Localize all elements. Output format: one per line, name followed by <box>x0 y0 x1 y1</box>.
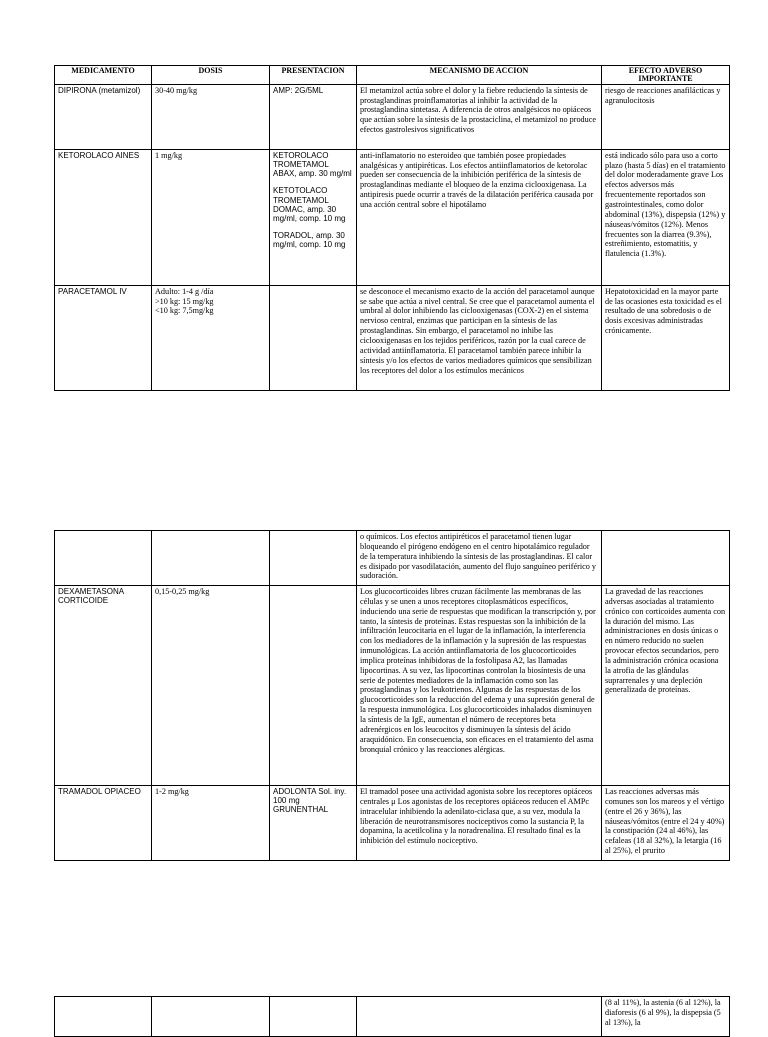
table-row <box>55 531 730 586</box>
mechanism-cell: El metamizol actúa sobre el dolor y la fiebre reduciendo la síntesis de prostaglandinas proinflamatorias al inhibir la actividad de la prostaglandina sintetasa. A diferencia de otros analgésicos no opiáceos que actúan sobre la síntesis de la prostaciclina, el metamizol no produce efectos gastrolesivos significativos <box>357 84 602 149</box>
drug-name-cell <box>55 997 152 1037</box>
presentation-item: TORADOL, amp. 30 mg/ml, comp. 10 mg <box>273 231 346 250</box>
dose-line: Adulto: 1-4 g /día <box>155 286 214 296</box>
dose-cell <box>152 997 270 1037</box>
adverse-effect-cell <box>602 531 730 586</box>
adverse-effect-cell: está indicado sólo para uso a corto plazo (hasta 5 días) en el tratamiento del dolor moderadamente grave Los efectos adversos más frecuentemente reportados son gastrointestinales, como dolor abdominal (13%), dispepsia (12%) y náuseas/vómitos (12%). Menos frecuentes son la diarrea (9.3%), estreñimiento, estomatitis, y flatulencia (1.3%). <box>602 149 730 285</box>
adverse-effect-cell: riesgo de reacciones anafilácticas y agranulocitosis <box>602 84 730 149</box>
dose-cell <box>152 285 270 390</box>
mechanism-cell <box>357 997 602 1037</box>
medication-table-1 <box>54 65 730 391</box>
presentation-cell <box>270 149 357 285</box>
presentation-cell <box>270 531 357 586</box>
header-mecanismo: MECANISMO DE ACCION <box>357 66 602 85</box>
drug-name-cell: DIPIRONA (metamizol) <box>55 84 152 149</box>
table-row <box>55 149 730 285</box>
drug-name-cell: KETOROLACO AINES <box>55 149 152 285</box>
adverse-effect-cell: (8 al 11%), la astenia (6 al 12%), la diaforesis (6 al 9%), la dispepsia (5 al 13%), la <box>602 997 730 1037</box>
mechanism-cell: El tramadol posee una actividad agonista sobre los receptores opiáceos centrales μ Los agonistas de los receptores opiáceos reducen el AMPc intracelular inhibiendo la adenilato-ciclasa que, a su vez, modula la liberación de neurotransmisores nociceptivos como la sustancia P, la dopamina, la acetilcolina y la noradrenalina. El resultado final es la inhibición del estímulo nociceptivo. <box>357 786 602 861</box>
table-row <box>55 84 730 149</box>
drug-name-cell: TRAMADOL OPIACEO <box>55 786 152 861</box>
adverse-effect-cell: La gravedad de las reacciones adversas asociadas al tratamiento crónico con corticoides aumenta con la duración del mismo. Las administraciones en dosis únicas o en número reducido no suelen provocar efectos secundarios, pero la administración crónica ocasiona la atrofia de las glándulas suprarrenales y una depleción generalizada de proteínas. <box>602 586 730 786</box>
mechanism-cell: o químicos. Los efectos antipiréticos el paracetamol tienen lugar bloqueando el pirógeno endógeno en el centro hipotalámico regulador de la temperatura inhibiendo la síntesis de las prostaglandinas. El calor es disipado por vasodilatación, aumento del flujo sanguíneo periférico y sudoración. <box>357 531 602 586</box>
table-row <box>55 997 730 1037</box>
presentation-cell: AMP: 2G/5ML <box>270 84 357 149</box>
table-row <box>55 586 730 786</box>
mechanism-cell: Los glucocorticoides libres cruzan fácilmente las membranas de las células y se unen a unos receptores citoplasmáticos específicos, induciendo una serie de respuestas que modifican la transcripción y, por tanto, la síntesis de proteínas. Estas respuestas son la inhibición de la infiltración leucocitaria en el lugar de la inflamación, la interferencia con los mediadores de la inflamación y la supresión de las respuestas inmunológicas. La acción antiinflamatoria de los glucocorticoides implica proteínas inhibidoras de la fosfolipasa A2, las llamadas lipocortinas. A su vez, las lipocortinas controlan la biosíntesis de una serie de potentes mediadores de la inflamación como son las prostaglandinas y los leukotrienos. Algunas de las respuestas de los glucocorticoides son la reducción del edema y una supresión general de la respuesta inmunológica. Los glucocorticoides inhalados disminuyen la síntesis de la IgE, aumentan el número de receptores beta adrenérgicos en los leucocitos y disminuyen la síntesis del ácido araquidónico. En consecuencia, son eficaces en el tratamiento del asma bronquial crónico y las reacciones alérgicas. <box>357 586 602 786</box>
mechanism-cell: se desconoce el mecanismo exacto de la acción del paracetamol aunque se sabe que actúa a nivel central. Se cree que el paracetamol aumenta el umbral al dolor inhibiendo las ciclooxigenasas (COX-2) en el sistema nervioso central, enzimas que participan en la síntesis de las prostaglandinas. Sin embargo, el paracetamol no inhibe las ciclooxigenasas en los tejidos periféricos, razón por la cual carece de actividad antiinflamatoria. El paracetamol también parece inhibir la síntesis y/o los efectos de varios mediadores químicos que sensibilizan los receptores del dolor a los estímulos mecánicos <box>357 285 602 390</box>
table-row <box>55 285 730 390</box>
header-medicamento: MEDICAMENTO <box>55 66 152 85</box>
dose-cell <box>152 531 270 586</box>
dose-cell: 30-40 mg/kg <box>152 84 270 149</box>
presentation-cell <box>270 586 357 786</box>
medication-table-3 <box>54 996 730 1037</box>
drug-name-cell: PARACETAMOL IV <box>55 285 152 390</box>
presentation-cell <box>270 285 357 390</box>
medication-table-2 <box>54 530 730 861</box>
drug-name-cell: DEXAMETASONA CORTICOIDE <box>55 586 152 786</box>
adverse-effect-cell: Hepatotoxicidad en la mayor parte de las ocasiones esta toxicidad es el resultado de una sobredosis o de dosis excesivas administradas crónicamente. <box>602 285 730 390</box>
presentation-cell: ADOLONTA Sol. iny. 100 mg GRUNENTHAL <box>270 786 357 861</box>
dose-cell: 0,15-0,25 mg/kg <box>152 586 270 786</box>
dose-line: <10 kg: 7,5mg/kg <box>155 306 214 316</box>
table-row <box>55 786 730 861</box>
drug-name-cell <box>55 531 152 586</box>
adverse-effect-cell: Las reacciones adversas más comunes son los mareos y el vértigo (entre el 26 y 36%), las náuseas/vómitos (entre el 24 y 40%) la constipación (24 al 46%), las cefaleas (18 al 32%), la letargia (16 al 25%), el prurito <box>602 786 730 861</box>
mechanism-cell: anti-inflamatorio no esteroideo que también posee propiedades analgésicas y antipiréticas. Los efectos antiinflamatorios de ketorolac pueden ser consecuencia de la inhibición periférica de la síntesis de prostaglandinas mediante el bloqueo de la enzima ciclooxigenasa. La antipiresis puede ocurrir a través de la dilatación periférica causada por una acción central sobre el hipotálamo <box>357 149 602 285</box>
dose-cell: 1-2 mg/kg <box>152 786 270 861</box>
header-dosis: DOSIS <box>152 66 270 85</box>
dose-cell: 1 mg/kg <box>152 149 270 285</box>
presentation-item: KETOTOLACO TROMETAMOL DOMAC, amp. 30 mg/ml, comp. 10 mg <box>273 186 346 223</box>
presentation-cell <box>270 997 357 1037</box>
header-presentacion: PRESENTACION <box>270 66 357 85</box>
presentation-item: KETOROLACO TROMETAMOL ABAX, amp. 30 mg/ml <box>273 150 352 179</box>
dose-line: >10 kg: 15 mg/kg <box>155 296 214 306</box>
table-header-row <box>55 66 730 85</box>
header-efecto-adverso: EFECTO ADVERSO IMPORTANTE <box>602 66 730 85</box>
